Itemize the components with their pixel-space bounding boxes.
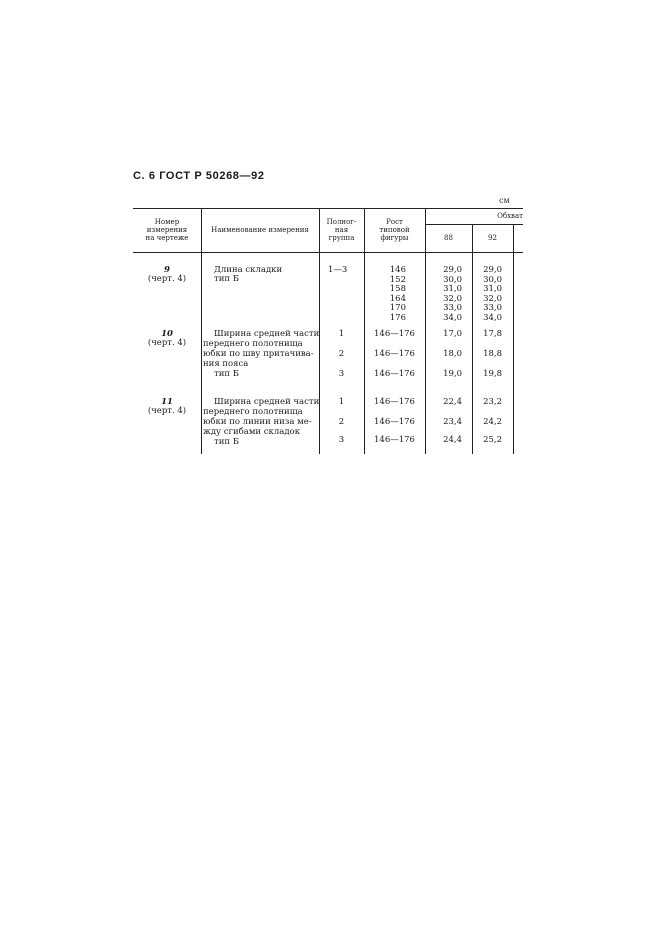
height-value: 152	[389, 274, 406, 285]
header-line: Номер	[154, 218, 180, 226]
header-line: типовой	[379, 226, 410, 234]
header-bottom-rule	[133, 252, 523, 253]
girth-value: 19,0	[443, 369, 462, 379]
row-group: 2	[338, 417, 345, 427]
girth-sub-rule	[425, 224, 523, 225]
girth-value: 31,0	[483, 284, 502, 294]
row-group: 1	[338, 329, 345, 339]
row-name-line: Ширина средней части	[214, 329, 320, 339]
girth-value: 33,0	[483, 303, 502, 313]
height-value: 164	[389, 293, 406, 304]
header-line: на чертеже	[145, 234, 189, 242]
girth-value: 25,2	[483, 435, 502, 445]
header-number	[133, 218, 201, 242]
row-group: 1—3	[328, 265, 348, 275]
girth-value: 34,0	[443, 312, 462, 323]
height-value: 146—176	[374, 369, 415, 379]
col-divider	[513, 224, 514, 454]
girth-value: 31,0	[443, 284, 462, 294]
table-top-rule	[133, 208, 523, 209]
row-group: 2	[338, 349, 345, 359]
height-value: 176	[389, 312, 406, 323]
girth-value: 32,0	[443, 293, 462, 304]
row-name-line: тип Б	[214, 369, 239, 379]
header-name: Наименование измерения	[211, 226, 309, 234]
header-girth: Обхват	[497, 212, 523, 220]
row-name-line: ния пояса	[203, 359, 249, 369]
girth-value: 17,8	[483, 329, 502, 339]
row-ref: (черт. 4)	[147, 406, 187, 416]
row-name-line: Длина складки	[214, 265, 283, 275]
row-group: 3	[338, 369, 345, 379]
header-height	[364, 218, 425, 242]
row-number: 11	[161, 397, 173, 407]
girth-value: 30,0	[443, 274, 462, 285]
height-value: 158	[389, 284, 406, 294]
girth-value: 18,0	[443, 349, 462, 359]
row-group: 1	[338, 397, 345, 407]
row-ref: (черт. 4)	[147, 338, 187, 348]
row-group: 3	[338, 435, 345, 445]
row-ref: (черт. 4)	[147, 274, 187, 284]
girth-value: 29,0	[483, 265, 502, 275]
header-girth-92: 92	[488, 234, 497, 242]
row-heights	[364, 266, 406, 323]
girth-value: 24,4	[443, 435, 462, 445]
unit-label: см	[499, 196, 510, 205]
girth-value: 23,4	[443, 417, 462, 427]
girth-value: 33,0	[443, 303, 462, 313]
row-col88	[425, 266, 462, 323]
page-header: С. 6 ГОСТ Р 50268—92	[133, 170, 265, 182]
row-name-line: переднего полотнища	[203, 407, 303, 417]
height-value: 170	[389, 303, 406, 313]
girth-value: 22,4	[443, 397, 462, 407]
row-number: 10	[161, 329, 173, 339]
row-name-line: жду сгибами складок	[203, 427, 301, 437]
header-girth-88: 88	[444, 234, 453, 242]
row-name-line: юбки по шву притачива-	[203, 349, 314, 359]
girth-value: 23,2	[483, 397, 502, 407]
header-line: Рост	[386, 218, 403, 226]
header-line: ная	[334, 226, 349, 234]
girth-value: 32,0	[483, 293, 502, 304]
row-col92	[472, 266, 502, 323]
girth-value: 30,0	[483, 274, 502, 285]
girth-value: 19,8	[483, 369, 502, 379]
row-name-line: тип Б	[214, 274, 239, 284]
height-value: 146—176	[374, 397, 415, 407]
header-line: группа	[328, 234, 355, 242]
header-line: Полног-	[326, 218, 357, 226]
row-name-line: юбки по линии низа ме-	[203, 417, 312, 427]
height-value: 146	[389, 265, 406, 275]
row-name-line: Ширина средней части	[214, 397, 320, 407]
girth-value: 29,0	[443, 265, 462, 275]
girth-value: 34,0	[483, 312, 502, 323]
header-line: измерения	[146, 226, 188, 234]
height-value: 146—176	[374, 349, 415, 359]
row-name-line: тип Б	[214, 437, 239, 447]
row-number: 9	[164, 265, 170, 275]
col-divider	[201, 208, 202, 454]
header-group	[319, 218, 364, 242]
girth-value: 24,2	[483, 417, 502, 427]
girth-value: 18,8	[483, 349, 502, 359]
girth-value: 17,0	[443, 329, 462, 339]
height-value: 146—176	[374, 329, 415, 339]
height-value: 146—176	[374, 435, 415, 445]
row-name-line: переднего полотнища	[203, 339, 303, 349]
height-value: 146—176	[374, 417, 415, 427]
header-line: фигуры	[380, 234, 409, 242]
